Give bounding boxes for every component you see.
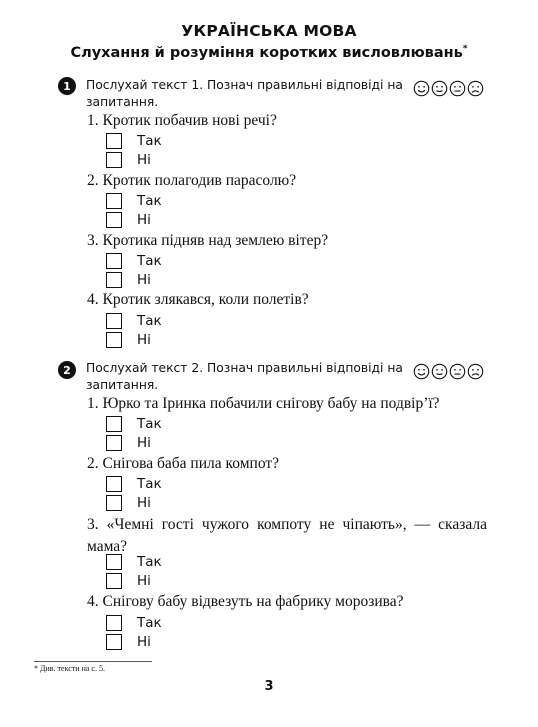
sad-face-icon[interactable] <box>467 80 484 97</box>
checkbox[interactable] <box>106 212 122 228</box>
answer-option[interactable] <box>106 212 151 228</box>
answer-option[interactable] <box>106 573 151 589</box>
option-label: Ні <box>137 495 151 511</box>
neutral-face-icon[interactable] <box>431 80 448 97</box>
checkbox[interactable] <box>106 133 122 149</box>
neutral-face-icon[interactable] <box>449 80 466 97</box>
checkbox[interactable] <box>106 152 122 168</box>
footnote: * Див. тексти на с. 5. <box>34 664 105 673</box>
checkbox[interactable] <box>106 193 122 209</box>
checkbox[interactable] <box>106 573 122 589</box>
option-label: Так <box>137 253 162 269</box>
question-text: 1. Кротик побачив нові речі? <box>87 112 277 129</box>
question-text: 2. Снігова баба пила компот? <box>87 455 280 472</box>
checkbox[interactable] <box>106 435 122 451</box>
smile-icon[interactable] <box>413 80 430 97</box>
option-label: Так <box>137 313 162 329</box>
self-assessment-faces <box>413 80 484 97</box>
option-label: Так <box>137 416 162 432</box>
footnote-mark: * <box>462 44 468 54</box>
question-text: 4. Снігову бабу відвезуть на фабрику морозива? <box>87 593 404 610</box>
answer-option[interactable] <box>106 313 162 329</box>
checkbox[interactable] <box>106 416 122 432</box>
answer-option[interactable] <box>106 554 162 570</box>
answer-option[interactable] <box>106 615 162 631</box>
answer-option[interactable] <box>106 495 151 511</box>
answer-option[interactable] <box>106 272 151 288</box>
neutral-face-icon[interactable] <box>431 363 448 380</box>
subtitle-text: Слухання й розуміння коротких висловлювань <box>70 44 463 61</box>
neutral-face-icon[interactable] <box>449 363 466 380</box>
sad-face-icon[interactable] <box>467 363 484 380</box>
option-label: Ні <box>137 634 151 650</box>
task-instruction: Послухай текст 2. Познач правильні відповіді на запитання. <box>86 361 403 392</box>
task-instruction: Послухай текст 1. Познач правильні відповіді на запитання. <box>86 78 403 109</box>
question-text: 2. Кротик полагодив парасолю? <box>87 172 297 189</box>
task-number-badge: 1 <box>58 77 76 95</box>
checkbox[interactable] <box>106 272 122 288</box>
option-label: Так <box>137 133 162 149</box>
option-label: Так <box>137 554 162 570</box>
answer-option[interactable] <box>106 476 162 492</box>
question-text: 3. «Чемні гості чужого компоту не чіпають», — сказала мама? <box>87 516 487 555</box>
answer-option[interactable] <box>106 416 162 432</box>
question-text: 1. Юрко та Іринка побачили снігову бабу на подвір’ї? <box>87 395 440 412</box>
option-label: Ні <box>137 573 151 589</box>
option-label: Ні <box>137 332 151 348</box>
question-text: 4. Кротик злякався, коли полетів? <box>87 291 309 308</box>
task-number-badge: 2 <box>58 361 76 379</box>
option-label: Ні <box>137 435 151 451</box>
page-subtitle <box>0 44 538 61</box>
checkbox[interactable] <box>106 253 122 269</box>
option-label: Так <box>137 615 162 631</box>
answer-option[interactable] <box>106 634 151 650</box>
option-label: Ні <box>137 212 151 228</box>
answer-option[interactable] <box>106 193 162 209</box>
smile-icon[interactable] <box>413 363 430 380</box>
checkbox[interactable] <box>106 476 122 492</box>
page-number: 3 <box>264 679 274 694</box>
checkbox[interactable] <box>106 634 122 650</box>
page-title: УКРАЇНСЬКА МОВА <box>181 22 357 40</box>
checkbox[interactable] <box>106 495 122 511</box>
answer-option[interactable] <box>106 253 162 269</box>
option-label: Так <box>137 193 162 209</box>
option-label: Ні <box>137 152 151 168</box>
answer-option[interactable] <box>106 152 151 168</box>
answer-option[interactable] <box>106 435 151 451</box>
checkbox[interactable] <box>106 554 122 570</box>
answer-option[interactable] <box>106 133 162 149</box>
option-label: Ні <box>137 272 151 288</box>
question-text: 3. Кротика підняв над землею вітер? <box>87 232 329 249</box>
answer-option[interactable] <box>106 332 151 348</box>
self-assessment-faces <box>413 363 484 380</box>
option-label: Так <box>137 476 162 492</box>
checkbox[interactable] <box>106 332 122 348</box>
footnote-divider <box>34 661 152 662</box>
checkbox[interactable] <box>106 313 122 329</box>
checkbox[interactable] <box>106 615 122 631</box>
